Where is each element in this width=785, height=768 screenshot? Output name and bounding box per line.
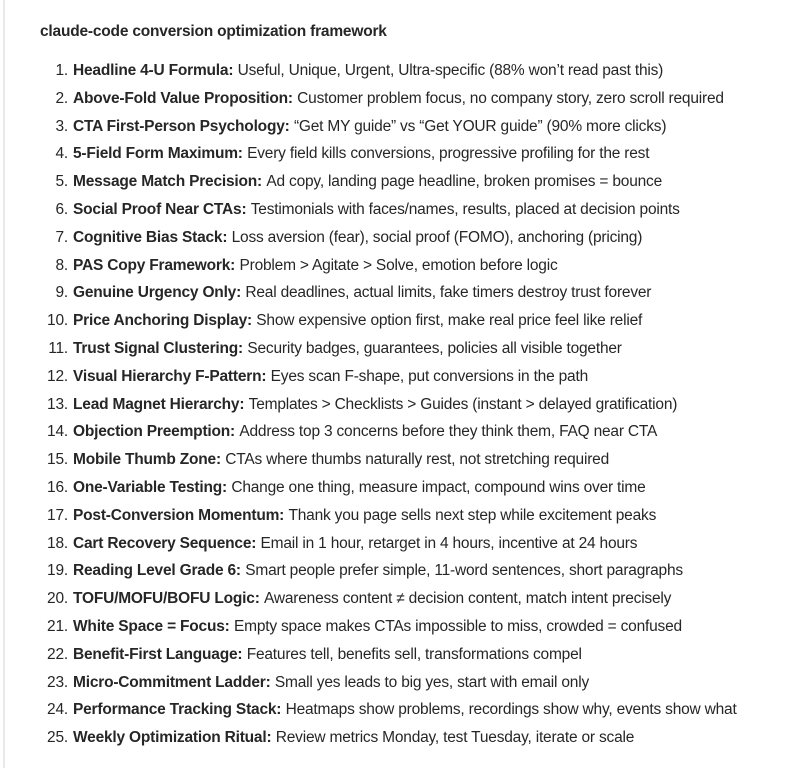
item-desc: Loss aversion (fear), social proof (FOMO), anchoring (pricing) (231, 228, 643, 246)
item-text (73, 85, 724, 113)
item-number: 13. (47, 395, 68, 413)
item-term: Visual Hierarchy F-Pattern: (73, 367, 267, 385)
item-term: Cognitive Bias Stack: (73, 228, 228, 246)
item-text (73, 724, 634, 752)
item-desc: Real deadlines, actual limits, fake timers destroy trust forever (245, 284, 652, 302)
item-number: 3. (55, 117, 68, 135)
item-term: One-Variable Testing: (73, 478, 227, 496)
item-term: Cart Recovery Sequence: (73, 534, 257, 552)
list-item (40, 168, 775, 196)
list-item (40, 252, 775, 280)
item-number: 12. (47, 367, 68, 385)
list-item (40, 140, 775, 168)
item-desc: CTAs where thumbs naturally rest, not stretching required (225, 451, 610, 469)
list-item (40, 641, 775, 669)
item-desc: Templates > Checklists > Guides (instant > delayed gratification) (248, 395, 678, 413)
item-number: 21. (47, 617, 68, 635)
item-text (73, 669, 589, 697)
item-term: Lead Magnet Hierarchy: (73, 395, 245, 413)
left-border-line (3, 0, 5, 768)
item-number: 6. (55, 200, 68, 218)
item-text (73, 279, 651, 307)
item-text (73, 696, 737, 724)
list-item (40, 724, 775, 752)
item-text (73, 530, 637, 558)
list-item (40, 196, 775, 224)
item-number: 15. (47, 451, 68, 469)
item-text (73, 557, 683, 585)
item-text (73, 57, 663, 85)
item-desc: Small yes leads to big yes, start with email only (274, 673, 590, 691)
item-desc: Eyes scan F-shape, put conversions in the path (270, 367, 588, 385)
item-text (73, 613, 682, 641)
item-desc: Every field kills conversions, progressive profiling for the rest (247, 145, 650, 163)
item-number: 8. (55, 256, 68, 274)
item-number: 11. (48, 339, 68, 357)
list-item (40, 391, 775, 419)
item-desc: Smart people prefer simple, 11-word sentences, short paragraphs (245, 562, 683, 580)
item-desc: Review metrics Monday, test Tuesday, iterate or scale (275, 729, 635, 747)
item-number: 16. (47, 478, 68, 496)
document-content (40, 22, 775, 752)
list-item (40, 85, 775, 113)
list-item (40, 113, 775, 141)
item-number: 7. (55, 228, 68, 246)
item-text (73, 474, 646, 502)
item-number: 4. (55, 145, 68, 163)
item-text (73, 391, 677, 419)
item-number: 19. (47, 562, 68, 580)
item-term: Post-Conversion Momentum: (73, 506, 285, 524)
list-item (40, 418, 775, 446)
item-desc: “Get MY guide” vs “Get YOUR guide” (90% more clicks) (293, 117, 667, 135)
item-number: 23. (47, 673, 68, 691)
item-number: 25. (47, 729, 68, 747)
list-item (40, 502, 775, 530)
item-desc: Email in 1 hour, retarget in 4 hours, incentive at 24 hours (260, 534, 638, 552)
item-text (73, 363, 588, 391)
item-text (73, 502, 656, 530)
item-number: 17. (47, 506, 68, 524)
item-text (73, 140, 649, 168)
framework-list (40, 57, 775, 752)
item-term: Trust Signal Clustering: (73, 339, 244, 357)
item-number: 18. (47, 534, 68, 552)
item-desc: Useful, Unique, Urgent, Ultra-specific (88% won’t read past this) (237, 62, 664, 79)
item-text (73, 196, 680, 224)
item-desc: Problem > Agitate > Solve, emotion before logic (239, 256, 558, 274)
item-term: PAS Copy Framework: (73, 256, 236, 274)
item-term: Performance Tracking Stack: (73, 701, 282, 719)
item-term: TOFU/MOFU/BOFU Logic: (73, 590, 260, 608)
list-item (40, 224, 775, 252)
item-desc: Show expensive option first, make real price feel like relief (256, 312, 643, 330)
item-number: 10. (47, 312, 68, 330)
item-term: Message Match Precision: (73, 173, 263, 191)
list-item (40, 613, 775, 641)
item-desc: Ad copy, landing page headline, broken promises = bounce (266, 173, 663, 191)
item-text (73, 446, 609, 474)
item-desc: Address top 3 concerns before they think them, FAQ near CTA (239, 423, 658, 441)
item-desc: Testimonials with faces/names, results, placed at decision points (250, 200, 680, 218)
list-item (40, 307, 775, 335)
item-text (73, 113, 666, 141)
item-term: Headline 4-U Formula: (73, 62, 234, 79)
list-item (40, 279, 775, 307)
list-item (40, 585, 775, 613)
item-term: Genuine Urgency Only: (73, 284, 242, 302)
item-term: Mobile Thumb Zone: (73, 451, 221, 469)
list-item (40, 557, 775, 585)
item-desc: Change one thing, measure impact, compound wins over time (231, 478, 646, 496)
item-term: Micro-Commitment Ladder: (73, 673, 271, 691)
item-text (73, 418, 657, 446)
item-number: 20. (47, 590, 68, 608)
item-term: Social Proof Near CTAs: (73, 200, 247, 218)
item-desc: Security badges, guarantees, policies all visible together (247, 339, 622, 357)
item-term: White Space = Focus: (73, 617, 230, 635)
item-term: Weekly Optimization Ritual: (73, 729, 272, 747)
item-desc: Heatmaps show problems, recordings show why, events show what (285, 701, 737, 719)
item-text (73, 252, 558, 280)
item-text (73, 335, 622, 363)
item-term: Above-Fold Value Proposition: (73, 89, 293, 107)
list-item (40, 669, 775, 697)
page-title: claude-code conversion optimization framework (40, 23, 387, 40)
item-term: Objection Preemption: (73, 423, 236, 441)
item-number: 14. (47, 423, 68, 441)
item-term: 5-Field Form Maximum: (73, 145, 243, 163)
item-text (73, 168, 662, 196)
item-number: 24. (47, 701, 68, 719)
item-text (73, 585, 671, 613)
item-text (73, 641, 582, 669)
item-term: Price Anchoring Display: (73, 312, 252, 330)
list-item (40, 696, 775, 724)
item-desc: Awareness content ≠ decision content, match intent precisely (264, 590, 672, 608)
item-number: 2. (55, 89, 68, 107)
list-item (40, 363, 775, 391)
item-number: 9. (55, 284, 68, 302)
item-desc: Empty space makes CTAs impossible to miss, crowded = confused (233, 617, 682, 635)
list-item (40, 474, 775, 502)
item-term: Reading Level Grade 6: (73, 562, 241, 580)
item-desc: Thank you page sells next step while excitement peaks (288, 506, 657, 524)
item-number: 22. (47, 645, 68, 663)
item-desc: Customer problem focus, no company story, zero scroll required (297, 89, 724, 107)
item-number: 1. (55, 62, 68, 79)
item-number: 5. (55, 173, 68, 191)
list-item (40, 530, 775, 558)
item-desc: Features tell, benefits sell, transformations compel (246, 645, 582, 663)
list-item (40, 446, 775, 474)
item-term: Benefit-First Language: (73, 645, 243, 663)
item-text (73, 307, 642, 335)
list-item (40, 335, 775, 363)
item-term: CTA First-Person Psychology: (73, 117, 290, 135)
list-item (40, 57, 775, 85)
item-text (73, 224, 642, 252)
